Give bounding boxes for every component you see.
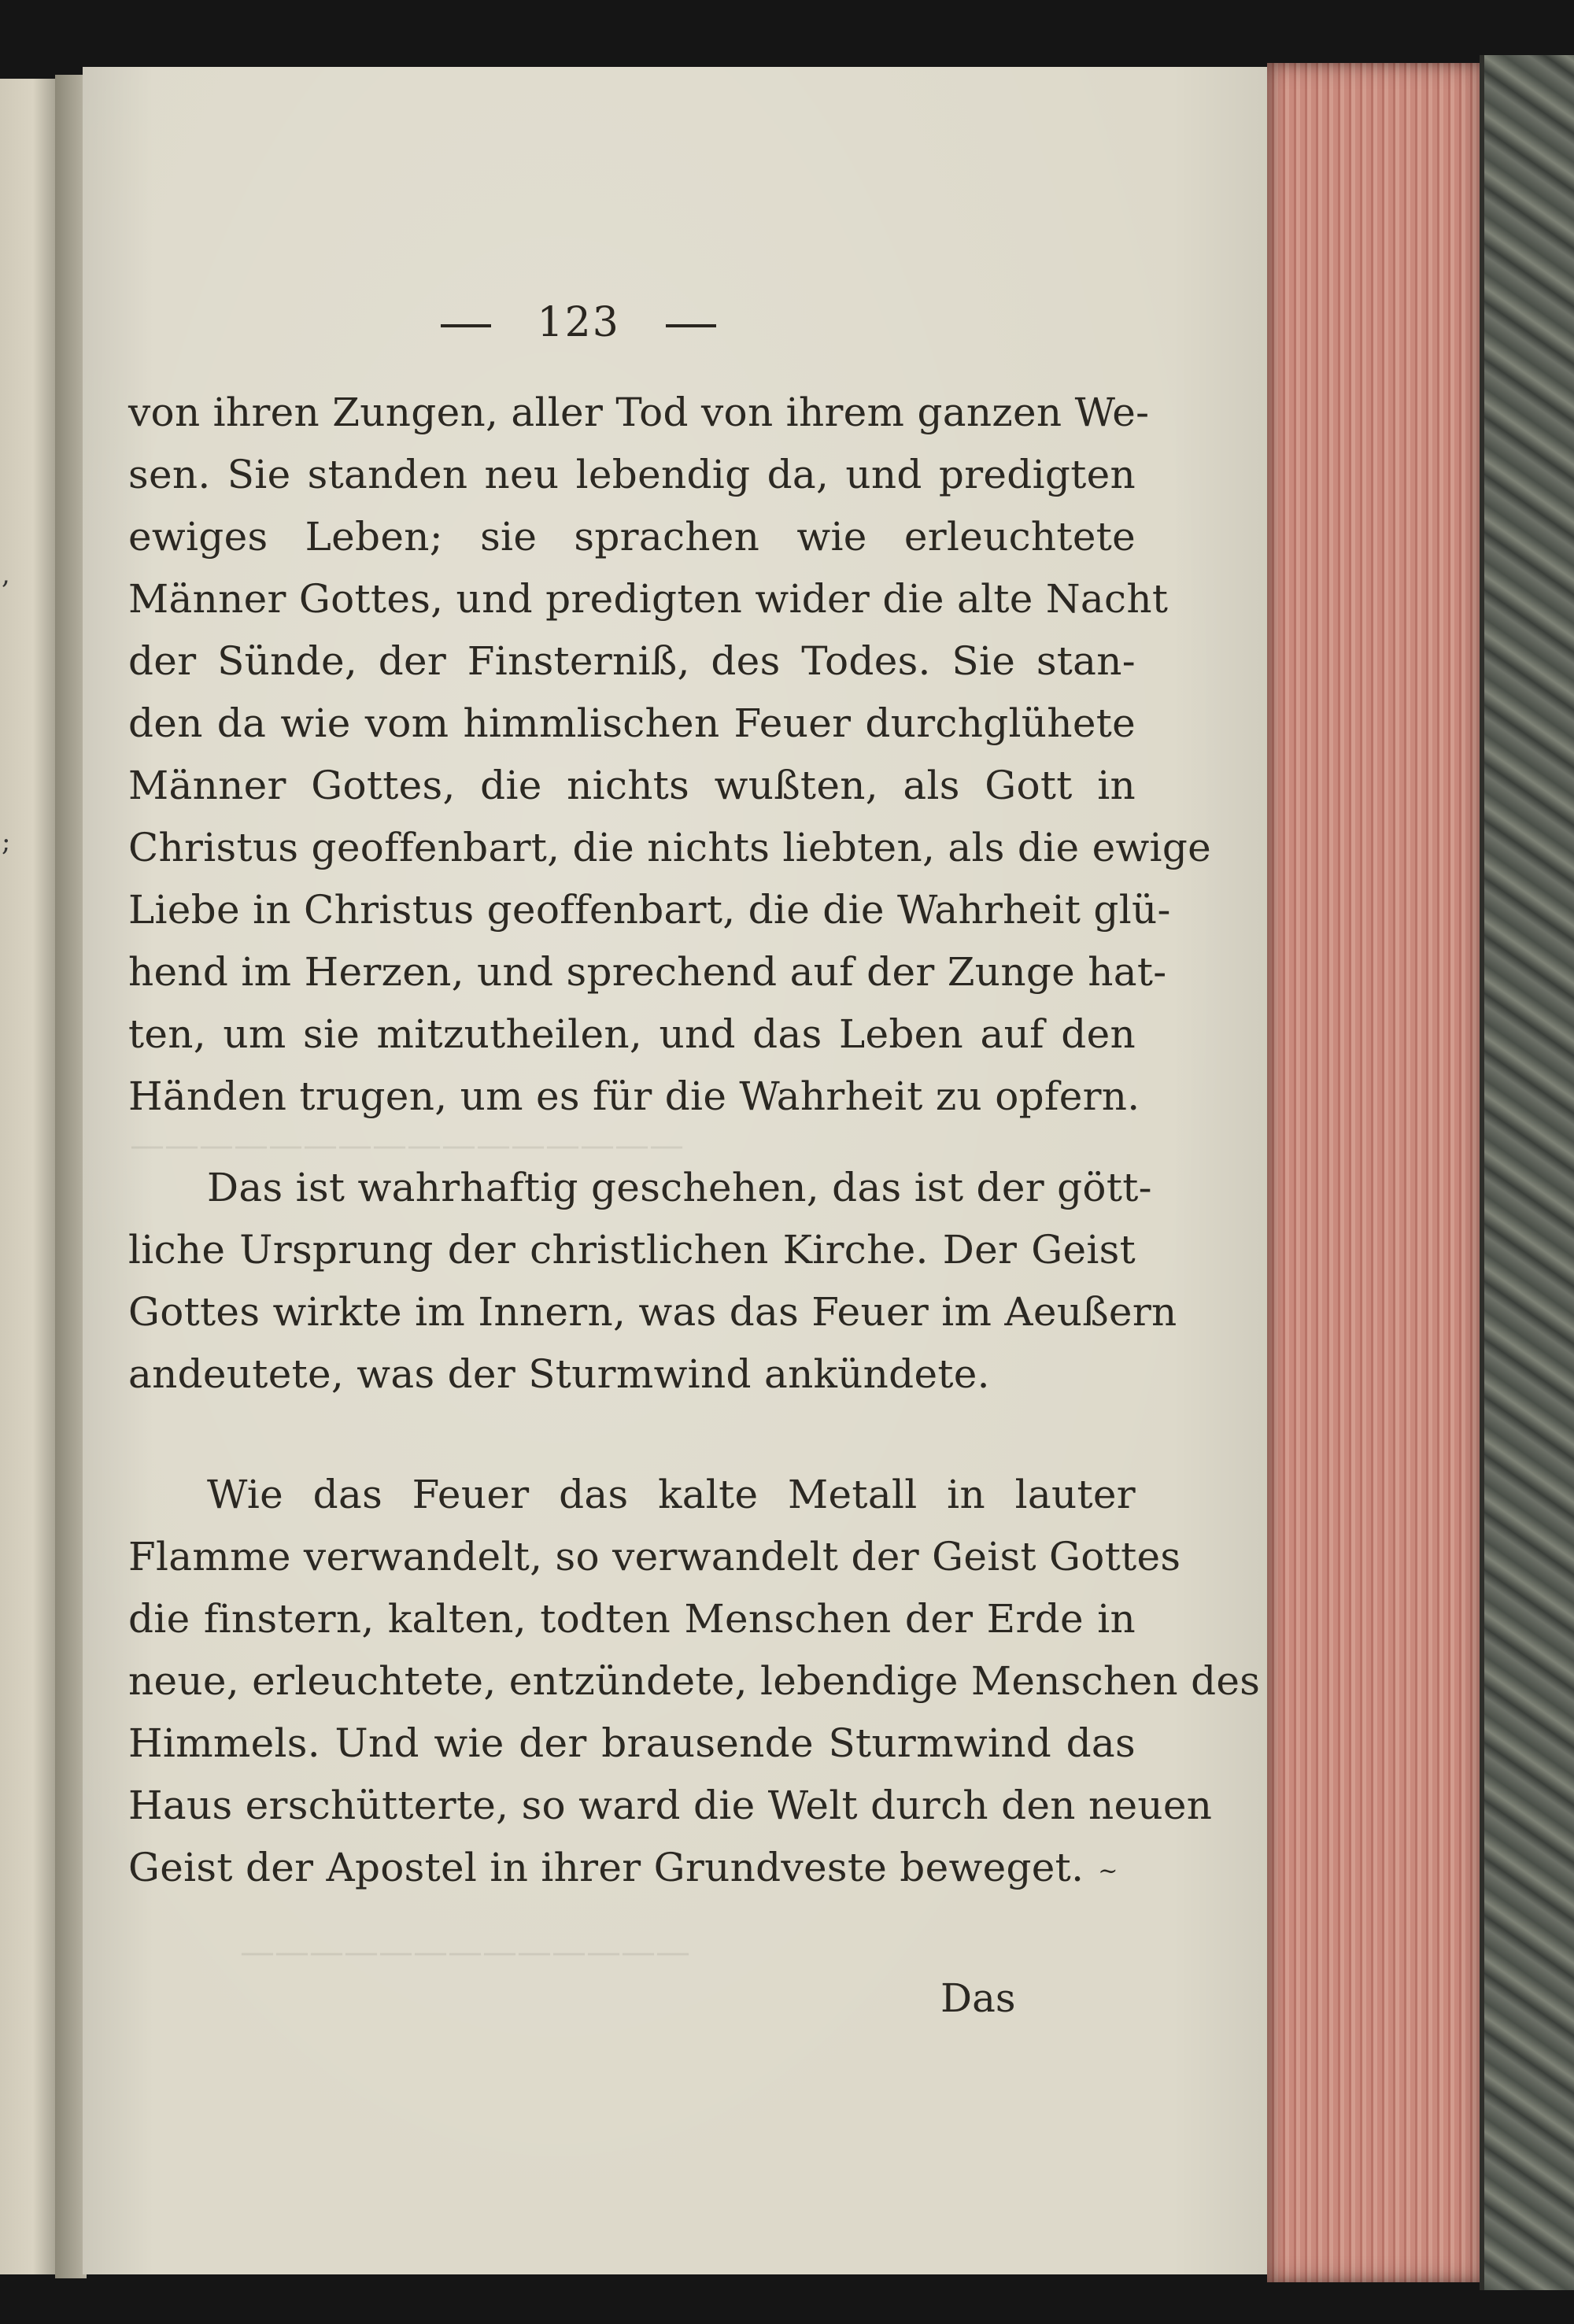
text-line: Händen trugen, um es für die Wahrheit zu opfern. [128,1073,1140,1119]
header-dash-left [441,324,491,327]
text-line: Männer Gottes, die nichts wußten, als Gott in [128,763,1136,808]
text-line: hend im Herzen, und sprechend auf der Zunge hat- [128,949,1167,995]
text-line: ten, um sie mitzutheilen, und das Leben auf den [128,1011,1136,1057]
header-dash-right [666,324,716,327]
text-line: Himmels. Und wie der brausende Sturmwind das [128,1720,1136,1766]
gutter [55,75,87,2278]
text-line: Christus geoffenbart, die nichts liebten, als die ewige [128,825,1212,870]
paragraph-2 [128,1157,1177,1406]
text-line: Haus erschütterte, so ward die Welt durch den neuen [128,1783,1213,1828]
left-page-marks: , ; [2,559,11,858]
text-line: Das ist wahrhaftig geschehen, das ist der gött- [207,1165,1152,1210]
page-edges [1267,63,1495,2282]
text-line: Flamme verwandelt, so verwandelt der Geist Gottes [128,1534,1181,1580]
paragraph-1 [128,382,1212,1128]
text-line: die finstern, kalten, todten Menschen der Erde in [128,1596,1136,1642]
text-line: liche Ursprung der christlichen Kirche. Der Geist [128,1227,1136,1273]
text-line: neue, erleuchtete, entzündete, lebendige Menschen des [128,1658,1261,1704]
left-page-sliver [0,79,55,2274]
text-line: Gottes wirkte im Innern, was das Feuer im Aeußern [128,1289,1177,1335]
text-line: Wie das Feuer das kalte Metall in lauter [207,1472,1136,1517]
bleed-through-text: ———————————————— [130,1125,684,1166]
text-line: andeutete, was der Sturmwind ankündete. [128,1351,990,1397]
text-line: von ihren Zungen, aller Tod von ihrem ganzen We- [128,390,1150,435]
text-line: Liebe in Christus geoffenbart, die die Wahrheit glü- [128,887,1171,933]
text-line: den da wie vom himmlischen Feuer durchglühete [128,700,1136,746]
text-line [128,1837,1136,1902]
page-number: 123 [537,299,620,346]
paragraph-3 [128,1464,1261,1902]
catchword: Das [940,1975,1016,2021]
page [83,67,1267,2274]
text-line: sen. Sie standen neu lebendig da, und predigten [128,452,1136,497]
text-line: der Sünde, der Finsterniß, des Todes. Sie stan- [128,638,1136,684]
marbled-cover [1480,55,1574,2290]
final-line-text: Geist der Apostel in ihrer Grundveste beweget. [128,1845,1084,1890]
text-line: Männer Gottes, und predigten wider die alte Nacht [128,576,1169,622]
text-line: ewiges Leben; sie sprachen wie erleuchtete [128,514,1136,560]
ornament-icon: ~ [1098,1857,1118,1885]
bleed-through-text: ————————————— [240,1932,690,1972]
